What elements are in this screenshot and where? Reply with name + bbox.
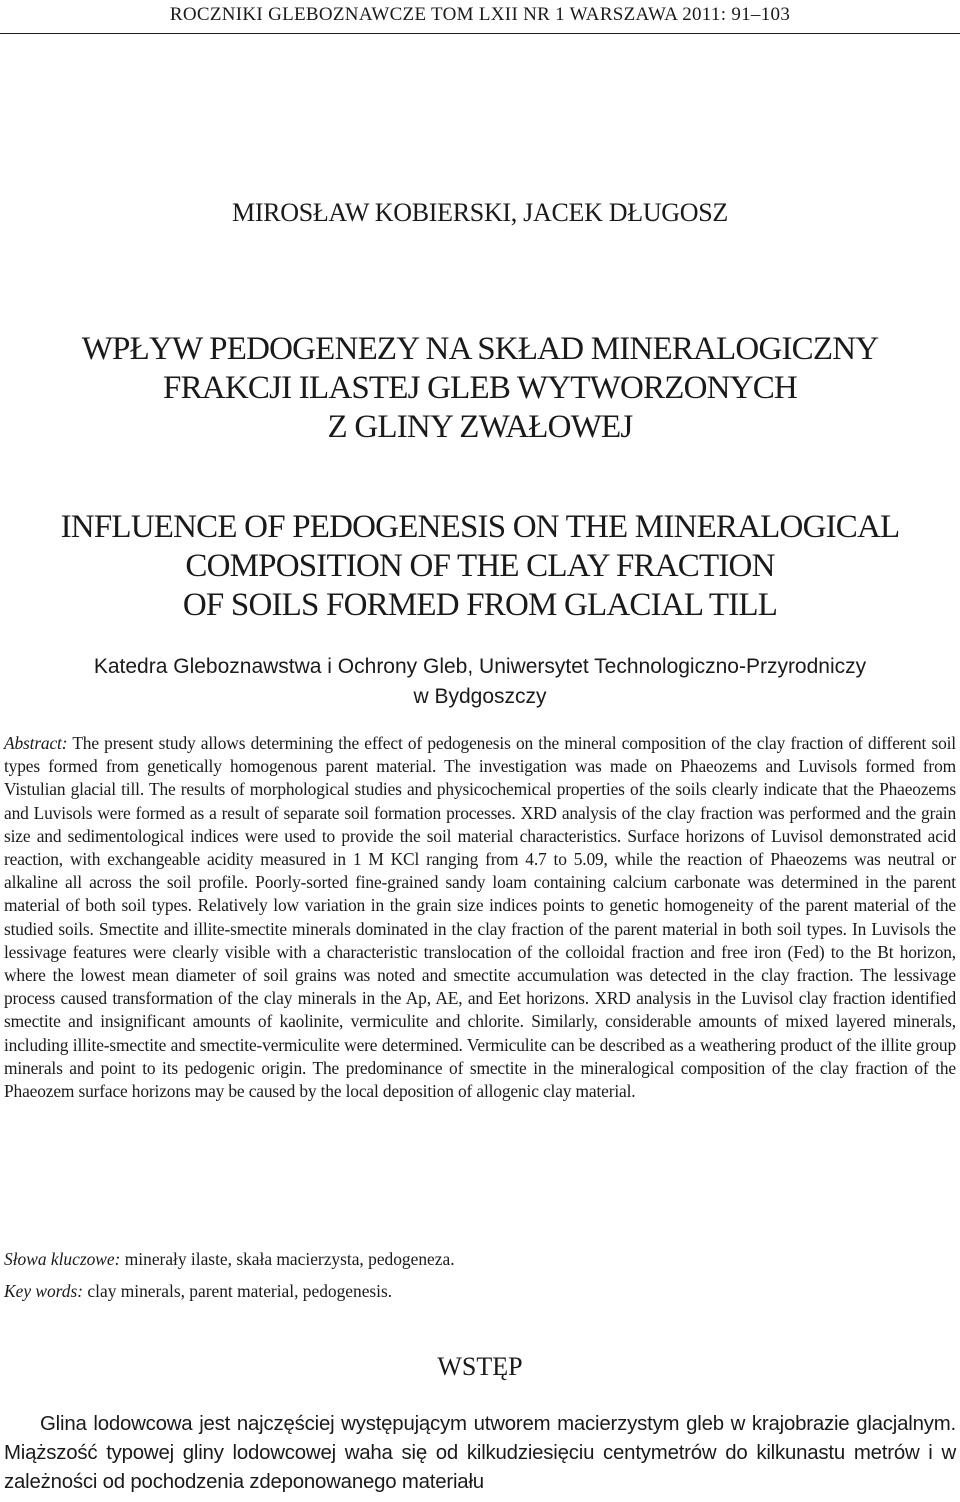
affiliation bbox=[0, 652, 960, 712]
title-english-line: OF SOILS FORMED FROM GLACIAL TILL bbox=[182, 587, 778, 623]
affiliation-line: w Bydgoszczy bbox=[413, 685, 547, 708]
title-english-line: INFLUENCE OF PEDOGENESIS ON THE MINERALOGICAL bbox=[60, 509, 900, 545]
keywords-polish-label: Słowa kluczowe: bbox=[4, 1249, 121, 1269]
title-polish-line: Z GLINY ZWAŁOWEJ bbox=[327, 409, 633, 445]
header-rule bbox=[0, 33, 960, 34]
keywords-english-label: Key words: bbox=[4, 1281, 84, 1301]
keywords-polish bbox=[4, 1248, 956, 1271]
title-polish-line: FRAKCJI ILASTEJ GLEB WYTWORZONYCH bbox=[163, 370, 797, 406]
title-english-line: COMPOSITION OF THE CLAY FRACTION bbox=[185, 548, 775, 584]
section-title: WSTĘP bbox=[437, 1352, 523, 1381]
section-paragraph: Glina lodowcowa jest najczęściej występującym utworem macierzystym gleb w krajobrazie glacjalnym. Miąższość typowej gliny lodowcowej waha się od kilkudziesięciu centymetrów do kilkunastu metrów i w zależności od pochodzenia zdeponowanego materiału bbox=[4, 1413, 956, 1493]
keywords-polish-text: minerały ilaste, skała macierzysta, pedogeneza. bbox=[124, 1249, 455, 1269]
abstract-text: The present study allows determining the effect of pedogenesis on the mineral composition of the clay fraction of different soil types formed from genetically homogenous parent material. The investigation was made on Phaeozems and Luvisols formed from Vistulian glacial till. The results of morphological studies and physicochemical properties of the soils clearly indicate that the Phaeozems and Luvisols were formed as a result of separate soil formation processes. XRD analysis of the clay fraction was performed and the grain size and sedimentological indices were used to provide the soil material characteristics. Surface horizons of Luvisol demonstrated acid reaction, with exchangeable acidity measured in 1 M KCl ranging from 4.7 to 5.09, while the reaction of Phaeozems was neutral or alkaline all across the soil profile. Poorly-sorted fine-grained sandy loam containing calcium carbonate was determined in the parent material of both soil types. Relatively low variation in the grain size indices points to genetic homogeneity of the parent material of the studied soils. Smectite and illite-smectite minerals dominated in the clay fraction of the parent material in both soil types. In Luvisols the lessivage features were clearly visible with a characteristic translocation of the colloidal fraction and free iron (Fed) to the Bt horizon, where the lowest mean diameter of soil grains was noted and smectite accumulation was detected in the clay fraction. The lessivage process caused transformation of the clay minerals in the Ap, AE, and Eet horizons. XRD analysis in the Luvisol clay fraction identified smectite and insignificant amounts of kaolinite, vermiculite and chlorite. Similarly, considerable amounts of mixed layered minerals, including illite-smectite and smectite-vermiculite were determined. Vermiculite can be described as a weathering product of the illite group minerals and point to its pedogenic origin. The predominance of smectite in the mineralogical composition of the clay fraction of the Phaeozem surface horizons may be caused by the local deposition of allogenic clay material. bbox=[4, 733, 956, 1102]
affiliation-line: Katedra Gleboznawstwa i Ochrony Gleb, Uniwersytet Technologiczno-Przyrodniczy bbox=[93, 655, 867, 678]
title-polish-line: WPŁYW PEDOGENEZY NA SKŁAD MINERALOGICZNY bbox=[81, 331, 879, 367]
title-polish bbox=[0, 330, 960, 447]
running-head: ROCZNIKI GLEBOZNAWCZE TOM LXII NR 1 WARSZAWA 2011: 91–103 bbox=[169, 4, 791, 25]
authors: MIROSŁAW KOBIERSKI, JACEK DŁUGOSZ bbox=[232, 198, 728, 227]
abstract-label: Abstract: bbox=[4, 733, 68, 753]
title-english bbox=[0, 508, 960, 625]
abstract bbox=[4, 732, 956, 1103]
keywords-english-text: clay minerals, parent material, pedogenesis. bbox=[87, 1281, 393, 1301]
keywords-english bbox=[4, 1280, 956, 1303]
